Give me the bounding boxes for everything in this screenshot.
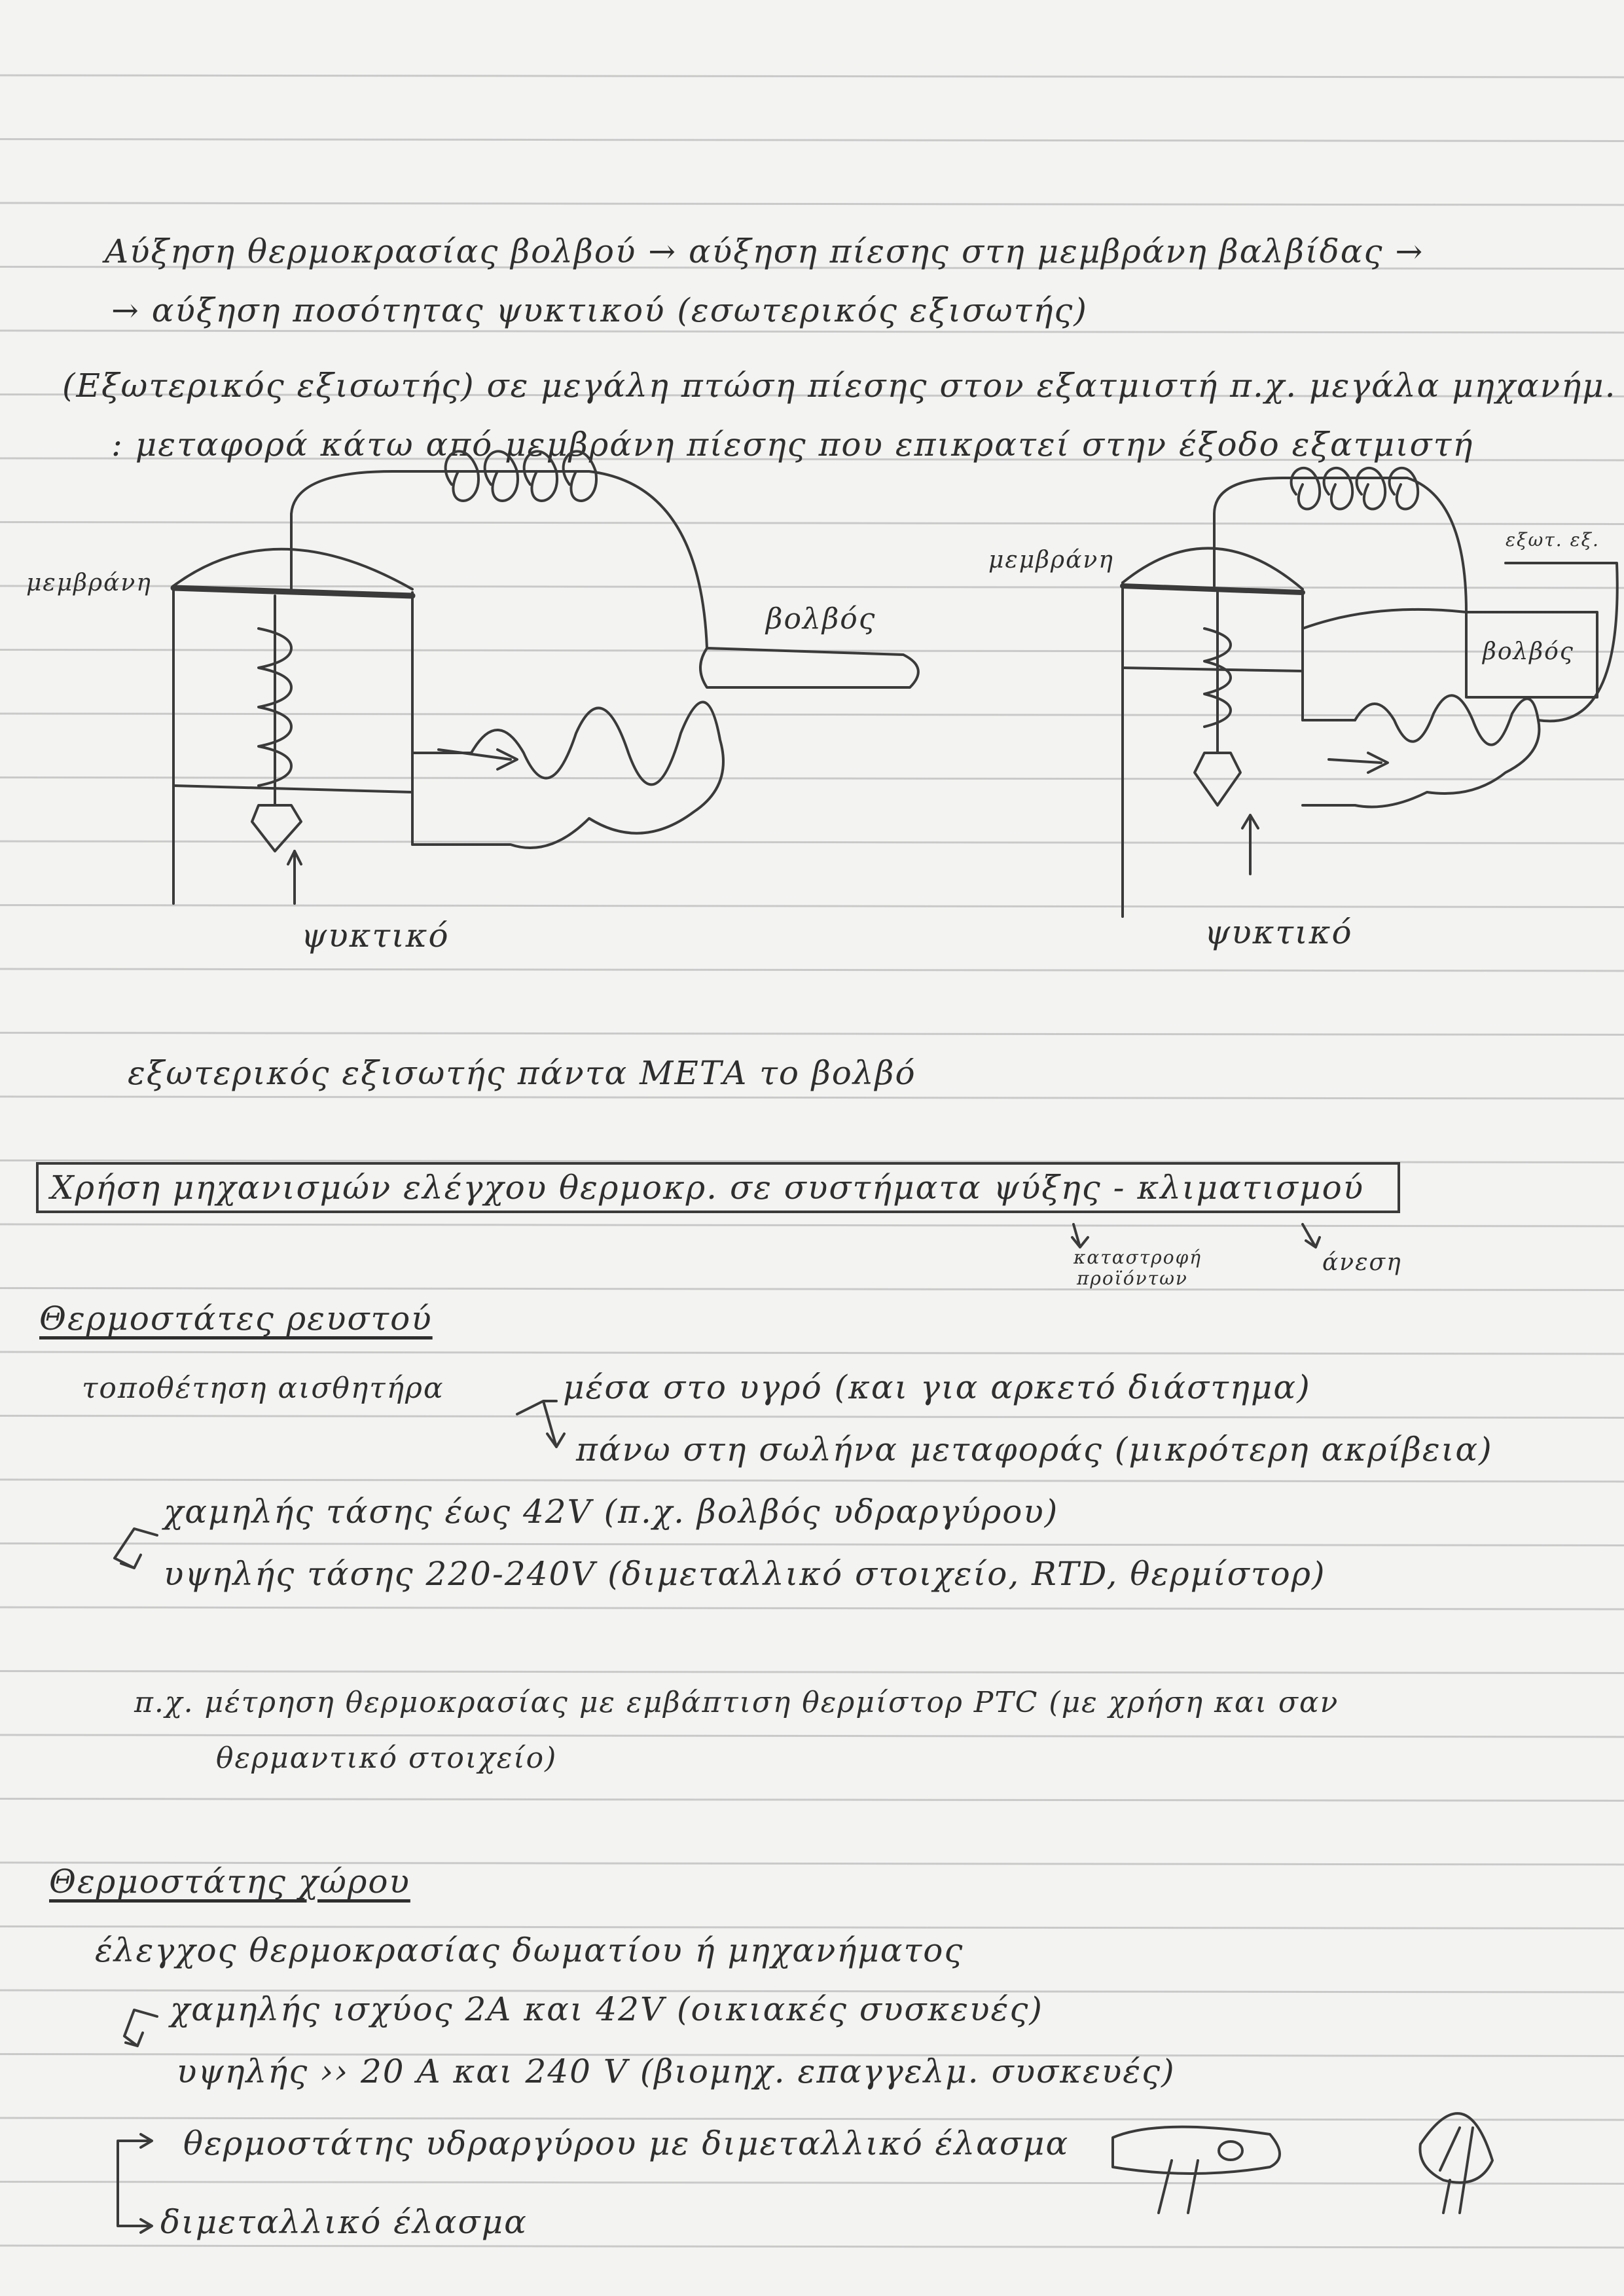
high-power-line: υψηλής ›› 20 Α και 240 V (βιομηχ. επαγγελμ. συσκευές) (177, 2052, 1176, 2090)
boxed-right-arrow (1303, 1224, 1320, 1247)
right-external-line (1303, 610, 1466, 629)
intro-line-4: : μεταφορά κάτω από μεμβράνη πίεσης που επικρατεί στην έξοδο εξατμιστή (111, 426, 1474, 464)
left-valve-dome (173, 549, 412, 589)
room-control-line: έλεγχος θερμοκρασίας δωματίου ή μηχανήματος (95, 1931, 964, 1969)
mercury-bimetal-bracket (118, 2134, 152, 2232)
right-valve-spring (1204, 592, 1231, 753)
room-thermostat-heading: Θερμοστάτης χώρου (49, 1863, 410, 1901)
mercury-thermostat-line: θερμοστάτης υδραργύρου με διμεταλλικό έλασμα (183, 2124, 1070, 2162)
left-capillary-to-bulb (291, 471, 707, 648)
right-capillary-loops (1291, 468, 1418, 509)
left-refrigerant-label: ψυκτικό (301, 917, 450, 955)
bimetal-strip-sketch (1420, 2113, 1492, 2213)
right-valve-dome (1123, 548, 1303, 589)
intro-line-1: Αύξηση θερμοκρασίας βολβού → αύξηση πίεσης στη μεμβράνη βαλβίδας → (105, 232, 1424, 270)
sensor-branch-arrow (517, 1401, 564, 1447)
fluid-thermostats-heading: Θερμοστάτες ρευστού (39, 1300, 433, 1338)
low-voltage-line: χαμηλής τάσης έως 42V (π.χ. βολβός υδραργύρου) (164, 1493, 1059, 1531)
left-valve-needle (252, 805, 301, 851)
low-power-line: χαμηλής ισχύος 2Α και 42V (οικιακές συσκευές) (170, 1990, 1043, 2028)
bimetal-line: διμεταλλικό έλασμα (160, 2203, 528, 2241)
left-capillary-loops (446, 451, 596, 501)
left-capillary-coil (471, 702, 723, 848)
left-valve-spring (259, 596, 291, 805)
boxed-left-label: καταστροφή προϊόντων (1074, 1247, 1202, 1289)
voltage-branch-arrow (115, 1529, 157, 1568)
left-membrane (173, 588, 412, 596)
example-line-2: θερμαντικό στοιχείο) (216, 1741, 558, 1775)
right-bulb-label: βολβός (1483, 638, 1574, 665)
high-voltage-line: υψηλής τάσης 220-240V (διμεταλλικό στοιχείο, RTD, θερμίστορ) (164, 1555, 1326, 1593)
boxed-right-label: άνεση (1322, 1249, 1402, 1276)
left-valve-drawing (173, 451, 918, 903)
mercury-thermostat-sketch (1113, 2127, 1280, 2213)
external-equalizer-note: εξωτερικός εξισωτής πάντα ΜΕΤΑ το βολβό (128, 1054, 916, 1092)
boxed-title: Χρήση μηχανισμών ελέγχου θερμοκρ. σε συστήματα ψύξης - κλιματισμού (36, 1162, 1400, 1213)
sensor-option-on-pipe: πάνω στη σωλήνα μεταφοράς (μικρότερη ακρίβεια) (576, 1430, 1493, 1468)
intro-line-3: (Εξωτερικός εξισωτής) σε μεγάλη πτώση πίεσης στον εξατμιστή π.χ. μεγάλα μηχανήμ. (62, 367, 1617, 405)
right-membrane-label: μεμβράνη (988, 547, 1114, 574)
intro-line-2: → αύξηση ποσότητας ψυκτικού (εσωτερικός εξισωτής) (111, 291, 1088, 329)
sensor-option-inside: μέσα στο υγρό (και για αρκετό διάστημα) (563, 1368, 1311, 1406)
left-membrane-label: μεμβράνη (26, 570, 152, 596)
right-membrane (1123, 586, 1303, 592)
right-refrigerant-arrow (1329, 753, 1388, 773)
power-branch-arrow (124, 2010, 157, 2046)
right-refrigerant-label: ψυκτικό (1204, 913, 1353, 951)
right-external-label: εξωτ. εξ. (1506, 529, 1600, 551)
right-capillary-coil (1355, 695, 1539, 807)
example-line-1: π.χ. μέτρηση θερμοκρασίας με εμβάπτιση θερμίστορ PTC (με χρήση και σαν (134, 1686, 1339, 1719)
right-valve-needle (1195, 753, 1240, 805)
left-bulb-label: βολβός (766, 602, 876, 636)
left-bulb (700, 648, 918, 687)
boxed-left-arrow (1072, 1224, 1088, 1247)
sensor-placement-label: τοποθέτηση αισθητήρα (82, 1372, 444, 1405)
